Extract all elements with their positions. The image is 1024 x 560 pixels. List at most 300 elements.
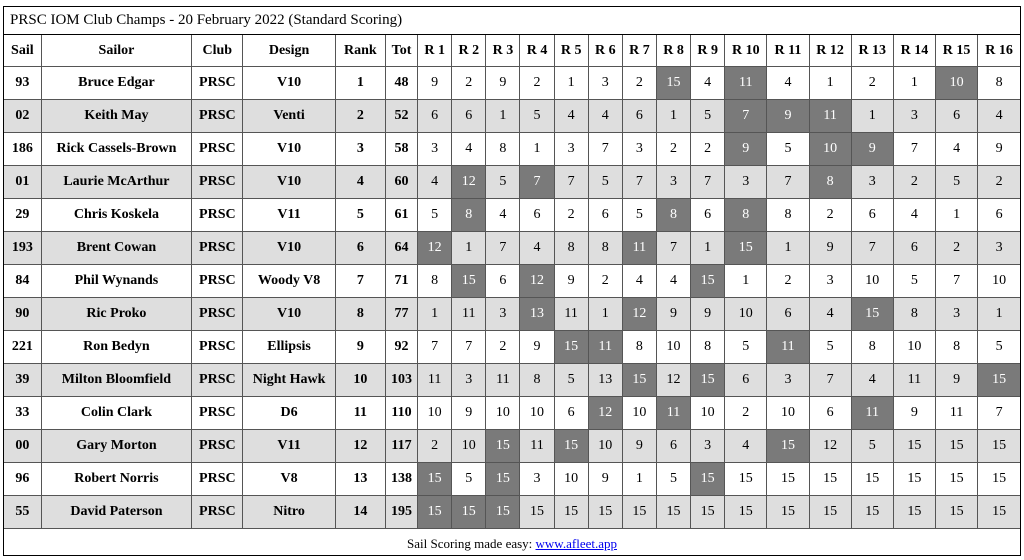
rank-cell: 7: [335, 265, 385, 298]
race-score-cell: 12: [452, 166, 486, 199]
sailor-cell: Colin Clark: [41, 397, 192, 430]
race-score-cell: 9: [978, 133, 1020, 166]
race-score-cell: 7: [486, 232, 520, 265]
race-score-cell: 15: [691, 496, 725, 529]
race-score-cell: 9: [725, 133, 767, 166]
race-score-cell: 6: [767, 298, 809, 331]
sailor-cell: Ric Proko: [41, 298, 192, 331]
race-score-cell: 9: [452, 397, 486, 430]
race-score-cell: 10: [520, 397, 554, 430]
header-race: R 1: [418, 35, 452, 67]
race-score-cell: 6: [893, 232, 935, 265]
table-row: [4, 67, 1020, 100]
sail-cell: 96: [4, 463, 41, 496]
header-race: R 12: [809, 35, 851, 67]
race-score-cell: 4: [851, 364, 893, 397]
race-score-cell: 1: [893, 67, 935, 100]
rank-cell: 9: [335, 331, 385, 364]
race-score-cell: 6: [691, 199, 725, 232]
race-score-cell: 4: [978, 100, 1020, 133]
club-cell: PRSC: [192, 232, 243, 265]
race-score-cell: 15: [486, 463, 520, 496]
rank-cell: 12: [335, 430, 385, 463]
race-score-cell: 7: [935, 265, 977, 298]
race-score-cell: 15: [851, 463, 893, 496]
race-score-cell: 11: [935, 397, 977, 430]
race-score-cell: 4: [486, 199, 520, 232]
race-score-cell: 11: [452, 298, 486, 331]
race-score-cell: 3: [520, 463, 554, 496]
header-race: R 8: [656, 35, 690, 67]
race-score-cell: 13: [520, 298, 554, 331]
total-cell: 138: [385, 463, 417, 496]
design-cell: Night Hawk: [243, 364, 335, 397]
race-score-cell: 4: [452, 133, 486, 166]
race-score-cell: 8: [520, 364, 554, 397]
race-score-cell: 1: [622, 463, 656, 496]
total-cell: 195: [385, 496, 417, 529]
table-row: [4, 133, 1020, 166]
race-score-cell: 10: [418, 397, 452, 430]
header-club: Club: [192, 35, 243, 67]
race-score-cell: 3: [851, 166, 893, 199]
race-score-cell: 7: [656, 232, 690, 265]
race-score-cell: 2: [809, 199, 851, 232]
race-score-cell: 11: [486, 364, 520, 397]
race-score-cell: 3: [554, 133, 588, 166]
race-score-cell: 6: [486, 265, 520, 298]
race-score-cell: 11: [622, 232, 656, 265]
design-cell: V8: [243, 463, 335, 496]
club-cell: PRSC: [192, 166, 243, 199]
race-score-cell: 1: [554, 67, 588, 100]
header-race: R 3: [486, 35, 520, 67]
sailor-cell: Keith May: [41, 100, 192, 133]
race-score-cell: 4: [554, 100, 588, 133]
race-score-cell: 8: [893, 298, 935, 331]
race-score-cell: 1: [691, 232, 725, 265]
sail-cell: 221: [4, 331, 41, 364]
rank-cell: 8: [335, 298, 385, 331]
table-row: [4, 463, 1020, 496]
race-score-cell: 8: [935, 331, 977, 364]
design-cell: V11: [243, 430, 335, 463]
race-score-cell: 5: [588, 166, 622, 199]
race-score-cell: 1: [486, 100, 520, 133]
table-row: [4, 100, 1020, 133]
header-race: R 5: [554, 35, 588, 67]
race-score-cell: 9: [691, 298, 725, 331]
sailor-cell: Phil Wynands: [41, 265, 192, 298]
race-score-cell: 10: [622, 397, 656, 430]
race-score-cell: 9: [851, 133, 893, 166]
race-score-cell: 15: [935, 463, 977, 496]
total-cell: 92: [385, 331, 417, 364]
total-cell: 61: [385, 199, 417, 232]
race-score-cell: 4: [809, 298, 851, 331]
race-score-cell: 10: [851, 265, 893, 298]
race-score-cell: 15: [809, 463, 851, 496]
header-race: R 6: [588, 35, 622, 67]
race-score-cell: 15: [656, 67, 690, 100]
total-cell: 117: [385, 430, 417, 463]
race-score-cell: 2: [691, 133, 725, 166]
design-cell: V11: [243, 199, 335, 232]
race-score-cell: 15: [656, 496, 690, 529]
race-score-cell: 2: [520, 67, 554, 100]
race-score-cell: 6: [809, 397, 851, 430]
sailor-cell: Gary Morton: [41, 430, 192, 463]
race-score-cell: 1: [418, 298, 452, 331]
club-cell: PRSC: [192, 133, 243, 166]
total-cell: 71: [385, 265, 417, 298]
header-race: R 9: [691, 35, 725, 67]
sail-cell: 01: [4, 166, 41, 199]
club-cell: PRSC: [192, 100, 243, 133]
race-score-cell: 2: [452, 67, 486, 100]
rank-cell: 13: [335, 463, 385, 496]
rank-cell: 10: [335, 364, 385, 397]
header-sailor: Sailor: [41, 35, 192, 67]
rank-cell: 1: [335, 67, 385, 100]
race-score-cell: 11: [418, 364, 452, 397]
race-score-cell: 15: [691, 364, 725, 397]
race-score-cell: 9: [809, 232, 851, 265]
race-score-cell: 11: [520, 430, 554, 463]
total-cell: 110: [385, 397, 417, 430]
race-score-cell: 5: [691, 100, 725, 133]
header-tot: Tot: [385, 35, 417, 67]
race-score-cell: 12: [418, 232, 452, 265]
race-score-cell: 9: [893, 397, 935, 430]
race-score-cell: 3: [978, 232, 1020, 265]
table-row: [4, 496, 1020, 529]
race-score-cell: 10: [554, 463, 588, 496]
race-score-cell: 1: [978, 298, 1020, 331]
race-score-cell: 15: [767, 430, 809, 463]
race-score-cell: 5: [935, 166, 977, 199]
design-cell: V10: [243, 298, 335, 331]
race-score-cell: 2: [622, 67, 656, 100]
race-score-cell: 3: [767, 364, 809, 397]
sail-cell: 02: [4, 100, 41, 133]
club-cell: PRSC: [192, 496, 243, 529]
race-score-cell: 7: [622, 166, 656, 199]
race-score-cell: 11: [851, 397, 893, 430]
race-score-cell: 2: [656, 133, 690, 166]
race-score-cell: 1: [767, 232, 809, 265]
race-score-cell: 5: [554, 364, 588, 397]
race-score-cell: 10: [935, 67, 977, 100]
race-score-cell: 11: [656, 397, 690, 430]
footer-text: Sail Scoring made easy:: [407, 536, 536, 551]
total-cell: 77: [385, 298, 417, 331]
sailor-cell: Brent Cowan: [41, 232, 192, 265]
race-score-cell: 6: [588, 199, 622, 232]
club-cell: PRSC: [192, 199, 243, 232]
race-score-cell: 6: [554, 397, 588, 430]
race-score-cell: 15: [767, 496, 809, 529]
sail-cell: 93: [4, 67, 41, 100]
race-score-cell: 5: [893, 265, 935, 298]
race-score-cell: 2: [725, 397, 767, 430]
race-score-cell: 9: [656, 298, 690, 331]
race-score-cell: 15: [520, 496, 554, 529]
race-score-cell: 6: [452, 100, 486, 133]
rank-cell: 5: [335, 199, 385, 232]
race-score-cell: 8: [588, 232, 622, 265]
race-score-cell: 8: [554, 232, 588, 265]
race-score-cell: 5: [851, 430, 893, 463]
race-score-cell: 1: [452, 232, 486, 265]
rank-cell: 6: [335, 232, 385, 265]
total-cell: 60: [385, 166, 417, 199]
rank-cell: 3: [335, 133, 385, 166]
race-score-cell: 10: [893, 331, 935, 364]
design-cell: D6: [243, 397, 335, 430]
race-score-cell: 12: [656, 364, 690, 397]
table-row: [4, 232, 1020, 265]
results-table: [4, 35, 1020, 529]
race-score-cell: 9: [767, 100, 809, 133]
race-score-cell: 15: [418, 463, 452, 496]
race-score-cell: 1: [935, 199, 977, 232]
sailor-cell: Robert Norris: [41, 463, 192, 496]
table-row: [4, 397, 1020, 430]
race-score-cell: 1: [851, 100, 893, 133]
race-score-cell: 10: [725, 298, 767, 331]
race-score-cell: 2: [851, 67, 893, 100]
header-sail: Sail: [4, 35, 41, 67]
total-cell: 52: [385, 100, 417, 133]
race-score-cell: 9: [418, 67, 452, 100]
race-score-cell: 6: [851, 199, 893, 232]
club-cell: PRSC: [192, 463, 243, 496]
race-score-cell: 5: [418, 199, 452, 232]
race-score-cell: 2: [588, 265, 622, 298]
header-race: R 4: [520, 35, 554, 67]
header-race: R 16: [978, 35, 1020, 67]
race-score-cell: 10: [452, 430, 486, 463]
race-score-cell: 10: [809, 133, 851, 166]
table-row: [4, 430, 1020, 463]
sailor-cell: Chris Koskela: [41, 199, 192, 232]
race-score-cell: 15: [978, 430, 1020, 463]
race-score-cell: 8: [486, 133, 520, 166]
race-score-cell: 7: [893, 133, 935, 166]
table-row: [4, 331, 1020, 364]
race-score-cell: 4: [935, 133, 977, 166]
race-score-cell: 5: [452, 463, 486, 496]
table-row: [4, 364, 1020, 397]
design-cell: V10: [243, 67, 335, 100]
race-score-cell: 12: [809, 430, 851, 463]
race-score-cell: 4: [725, 430, 767, 463]
race-score-cell: 10: [588, 430, 622, 463]
race-score-cell: 9: [486, 67, 520, 100]
club-cell: PRSC: [192, 265, 243, 298]
race-score-cell: 6: [520, 199, 554, 232]
design-cell: V10: [243, 166, 335, 199]
race-score-cell: 10: [691, 397, 725, 430]
header-race: R 7: [622, 35, 656, 67]
race-score-cell: 15: [893, 496, 935, 529]
race-score-cell: 11: [554, 298, 588, 331]
race-score-cell: 5: [725, 331, 767, 364]
design-cell: V10: [243, 232, 335, 265]
table-row: [4, 265, 1020, 298]
race-score-cell: 5: [486, 166, 520, 199]
race-score-cell: 9: [622, 430, 656, 463]
race-score-cell: 13: [588, 364, 622, 397]
race-score-cell: 6: [418, 100, 452, 133]
race-score-cell: 2: [978, 166, 1020, 199]
race-score-cell: 1: [520, 133, 554, 166]
race-score-cell: 15: [935, 430, 977, 463]
design-cell: Nitro: [243, 496, 335, 529]
race-score-cell: 7: [809, 364, 851, 397]
race-score-cell: 2: [767, 265, 809, 298]
rank-cell: 4: [335, 166, 385, 199]
race-score-cell: 10: [767, 397, 809, 430]
race-score-cell: 3: [691, 430, 725, 463]
club-cell: PRSC: [192, 364, 243, 397]
race-score-cell: 15: [622, 364, 656, 397]
race-score-cell: 8: [691, 331, 725, 364]
rank-cell: 14: [335, 496, 385, 529]
race-score-cell: 11: [725, 67, 767, 100]
race-score-cell: 10: [486, 397, 520, 430]
race-score-cell: 11: [767, 331, 809, 364]
race-score-cell: 8: [656, 199, 690, 232]
race-score-cell: 2: [935, 232, 977, 265]
race-score-cell: 5: [978, 331, 1020, 364]
race-score-cell: 15: [691, 265, 725, 298]
race-score-cell: 12: [622, 298, 656, 331]
results-body: [4, 67, 1020, 529]
header-race: R 14: [893, 35, 935, 67]
race-score-cell: 4: [588, 100, 622, 133]
race-score-cell: 2: [893, 166, 935, 199]
race-score-cell: 15: [554, 331, 588, 364]
race-score-cell: 3: [588, 67, 622, 100]
header-race: R 10: [725, 35, 767, 67]
race-score-cell: 8: [978, 67, 1020, 100]
table-row: [4, 166, 1020, 199]
race-score-cell: 3: [486, 298, 520, 331]
sail-cell: 186: [4, 133, 41, 166]
race-score-cell: 15: [893, 463, 935, 496]
race-score-cell: 1: [656, 100, 690, 133]
race-score-cell: 9: [554, 265, 588, 298]
total-cell: 64: [385, 232, 417, 265]
race-score-cell: 3: [809, 265, 851, 298]
race-score-cell: 1: [809, 67, 851, 100]
race-score-cell: 8: [418, 265, 452, 298]
club-cell: PRSC: [192, 430, 243, 463]
header-rank: Rank: [335, 35, 385, 67]
sail-cell: 39: [4, 364, 41, 397]
race-score-cell: 2: [418, 430, 452, 463]
sail-cell: 00: [4, 430, 41, 463]
rank-cell: 11: [335, 397, 385, 430]
race-score-cell: 3: [418, 133, 452, 166]
table-row: [4, 199, 1020, 232]
race-score-cell: 7: [851, 232, 893, 265]
club-cell: PRSC: [192, 67, 243, 100]
race-score-cell: 15: [893, 430, 935, 463]
page-title: PRSC IOM Club Champs - 20 February 2022 (Standard Scoring): [4, 7, 1020, 35]
race-score-cell: 15: [851, 496, 893, 529]
race-score-cell: 9: [588, 463, 622, 496]
race-score-cell: 7: [767, 166, 809, 199]
results-panel: [3, 6, 1021, 556]
race-score-cell: 7: [554, 166, 588, 199]
club-cell: PRSC: [192, 298, 243, 331]
race-score-cell: 6: [978, 199, 1020, 232]
race-score-cell: 8: [452, 199, 486, 232]
race-score-cell: 4: [418, 166, 452, 199]
race-score-cell: 15: [725, 463, 767, 496]
sail-cell: 84: [4, 265, 41, 298]
race-score-cell: 11: [809, 100, 851, 133]
header-design: Design: [243, 35, 335, 67]
sail-cell: 33: [4, 397, 41, 430]
design-cell: Venti: [243, 100, 335, 133]
race-score-cell: 15: [486, 496, 520, 529]
race-score-cell: 2: [486, 331, 520, 364]
footer: [4, 529, 1020, 558]
race-score-cell: 15: [452, 496, 486, 529]
race-score-cell: 15: [554, 430, 588, 463]
race-score-cell: 7: [978, 397, 1020, 430]
race-score-cell: 4: [691, 67, 725, 100]
race-score-cell: 4: [520, 232, 554, 265]
race-score-cell: 8: [622, 331, 656, 364]
race-score-cell: 2: [554, 199, 588, 232]
race-score-cell: 6: [935, 100, 977, 133]
afleet-link[interactable]: www.afleet.app: [535, 536, 617, 551]
race-score-cell: 4: [622, 265, 656, 298]
race-score-cell: 5: [767, 133, 809, 166]
race-score-cell: 8: [725, 199, 767, 232]
race-score-cell: 5: [520, 100, 554, 133]
race-score-cell: 15: [725, 232, 767, 265]
race-score-cell: 5: [622, 199, 656, 232]
design-cell: Woody V8: [243, 265, 335, 298]
race-score-cell: 7: [520, 166, 554, 199]
sailor-cell: Laurie McArthur: [41, 166, 192, 199]
race-score-cell: 3: [893, 100, 935, 133]
race-score-cell: 7: [418, 331, 452, 364]
club-cell: PRSC: [192, 397, 243, 430]
race-score-cell: 5: [809, 331, 851, 364]
race-score-cell: 4: [893, 199, 935, 232]
race-score-cell: 11: [588, 331, 622, 364]
rank-cell: 2: [335, 100, 385, 133]
race-score-cell: 3: [452, 364, 486, 397]
race-score-cell: 15: [418, 496, 452, 529]
sailor-cell: Milton Bloomfield: [41, 364, 192, 397]
race-score-cell: 15: [554, 496, 588, 529]
total-cell: 103: [385, 364, 417, 397]
race-score-cell: 15: [691, 463, 725, 496]
sail-cell: 55: [4, 496, 41, 529]
header-row: [4, 35, 1020, 67]
race-score-cell: 15: [725, 496, 767, 529]
race-score-cell: 15: [809, 496, 851, 529]
race-score-cell: 9: [520, 331, 554, 364]
